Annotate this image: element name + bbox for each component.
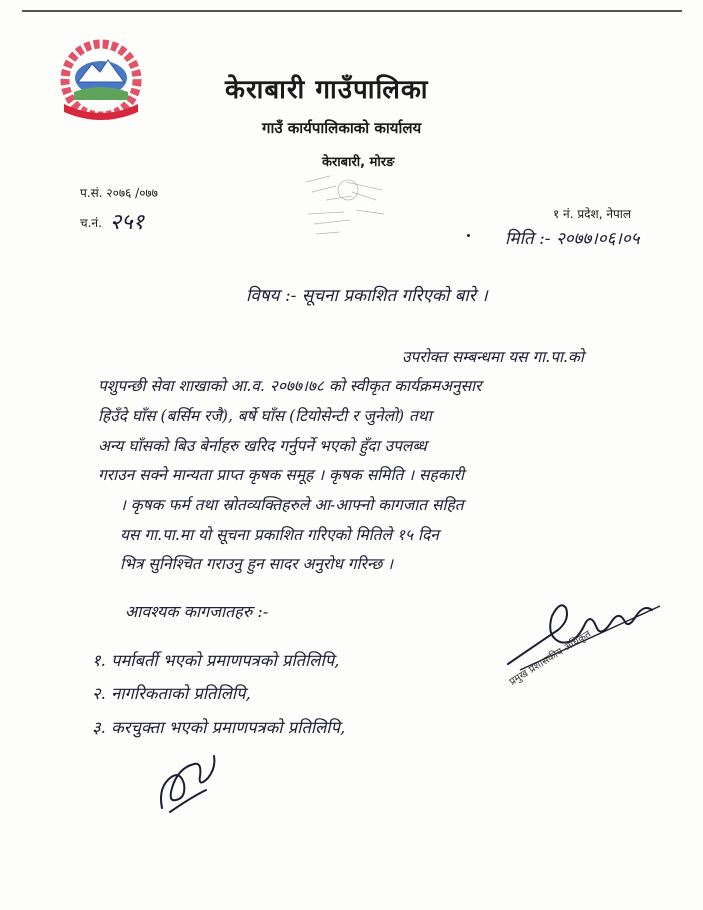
body-line: भित्र सुनिश्चित गराउनु हुन सादर अनुरोध गरिन्छ । [120, 555, 393, 573]
dispatch-number-label: च.नं. [80, 216, 102, 230]
office-title: केराबारी गाउँपालिका [225, 75, 429, 105]
letter-subject: विषय :- सूचना प्रकाशित गरिएको बारे । [246, 286, 488, 306]
body-line: हिउँदे घाँस (बर्सिम रजै), बर्षे घाँस (टियोसेन्टी र जुनेलो) तथा [98, 407, 432, 425]
province-label: १ नं. प्रदेश, नेपाल [553, 207, 632, 221]
initials-signature [150, 748, 230, 818]
body-line: पशुपन्छी सेवा शाखाको आ.व. २०७७।७८ को स्वीकृत कार्यक्रमअनुसार [98, 377, 482, 395]
dispatch-number-value: २५१ [109, 210, 145, 235]
requirements-heading: आवश्यक कागजातहरु :- [125, 602, 269, 621]
body-line: । कृषक फर्म तथा स्रोतव्यक्तिहरुले आ-आफ्नो कागजात सहित [120, 496, 464, 514]
government-emblem [52, 38, 150, 120]
body-line: यस गा.पा.मा यो सूचना प्रकाशित गरिएको मितिले १५ दिन [120, 526, 439, 544]
top-border-line [22, 10, 682, 12]
ink-dot [467, 234, 470, 237]
body-line: गराउन सक्ने मान्यता प्राप्त कृषक समूह । कृषक समिति । सहकारी [98, 466, 465, 484]
body-line: अन्य घाँसको बिउ बेर्नाहरु खरिद गर्नुपर्ने भएको हुँदा उपलब्ध [98, 437, 427, 455]
dispatch-number [80, 204, 144, 234]
body-line: उपरोक्त सम्बन्धमा यस गा.पा.को [402, 348, 584, 366]
office-subtitle: गाउँ कार्यपालिकाको कार्यालय [262, 119, 422, 137]
requirement-item: १. पर्माबर्ती भएको प्रमाणपत्रको प्रतिलिपि, [92, 651, 340, 670]
office-location: केराबारी, मोरङ [322, 155, 395, 170]
requirement-item: ३. करचुक्ता भएको प्रमाणपत्रको प्रतिलिपि, [92, 718, 346, 737]
requirement-item: २. नागरिकताको प्रतिलिपि, [92, 684, 251, 703]
officer-seal-text: प्रमुख प्रशासकीय अधिकृत [507, 628, 594, 688]
letter-date: मिति :- २०७७।०६।०५ [505, 229, 640, 249]
faded-office-stamp [296, 170, 400, 248]
letter-number: प.सं. २०७६ /०७७ [80, 186, 158, 200]
